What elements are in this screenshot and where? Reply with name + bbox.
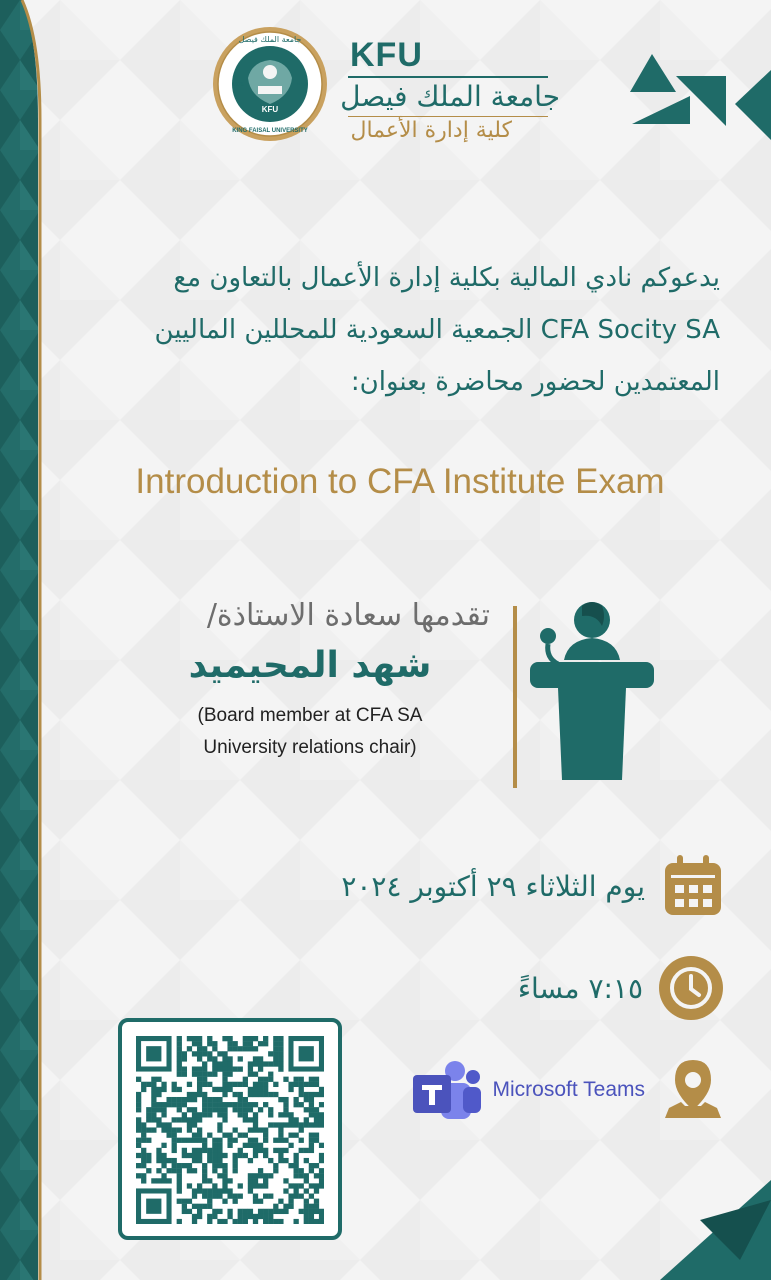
qr-finder-pattern	[146, 1046, 161, 1061]
event-date-row	[341, 855, 723, 917]
svg-text:جامعة الملك فيصل: جامعة الملك فيصل	[238, 35, 302, 44]
location-pin-icon	[661, 1058, 725, 1122]
svg-text:KFU: KFU	[261, 105, 279, 114]
left-border-decoration	[0, 0, 46, 1280]
qr-finder-pattern	[299, 1046, 314, 1061]
invitation-text	[60, 252, 720, 408]
qr-code	[136, 1036, 324, 1224]
kfu-wordmark: KFU	[350, 36, 423, 74]
presenter-role	[100, 700, 490, 764]
event-time-row	[518, 956, 723, 1020]
presenter-name: شهد المحيميد	[188, 645, 432, 686]
brand-divider	[348, 76, 548, 78]
speaker-podium-icon	[528, 596, 658, 786]
event-time: ٧:١٥ مساءً	[517, 971, 643, 1005]
clock-icon	[659, 956, 723, 1020]
qr-finder-pattern	[146, 1199, 161, 1214]
presenter-divider	[513, 606, 517, 788]
lecture-title: Introduction to CFA Institute Exam	[135, 462, 665, 501]
registration-qr-code[interactable]	[118, 1018, 342, 1240]
teams-logo	[411, 1059, 662, 1121]
presenter-role-line: (Board member at CFA SA	[197, 705, 423, 726]
platform-name: Microsoft Teams	[492, 1078, 645, 1101]
svg-text:1975: 1975	[232, 82, 244, 88]
university-seal	[212, 26, 328, 142]
invitation-line: المعتمدين لحضور محاضرة بعنوان:	[350, 367, 720, 397]
invitation-line: يدعوكم نادي المالية بكلية إدارة الأعمال بالتعاون مع	[173, 263, 720, 293]
calendar-icon	[663, 855, 723, 917]
invitation-line: CFA Socity SA الجمعية السعودية للمحللين الماليين	[154, 315, 720, 345]
brand-block	[340, 36, 570, 146]
event-date: يوم الثلاثاء ٢٩ أكتوبر ٢٠٢٤	[341, 869, 645, 903]
presenter-role-line: University relations chair)	[203, 737, 417, 758]
svg-text:KING FAISAL UNIVERSITY: KING FAISAL UNIVERSITY	[232, 128, 308, 134]
brand-divider	[348, 116, 548, 117]
microsoft-teams-icon	[411, 1059, 483, 1121]
svg-text:١٣٩٥: ١٣٩٥	[296, 82, 308, 88]
presenter-block	[100, 598, 490, 764]
college-name: كلية إدارة الأعمال	[350, 118, 512, 143]
event-platform-row	[411, 1058, 726, 1122]
university-name: جامعة الملك فيصل	[340, 80, 560, 113]
presenter-label: تقدمها سعادة الاستاذة/	[206, 598, 490, 633]
